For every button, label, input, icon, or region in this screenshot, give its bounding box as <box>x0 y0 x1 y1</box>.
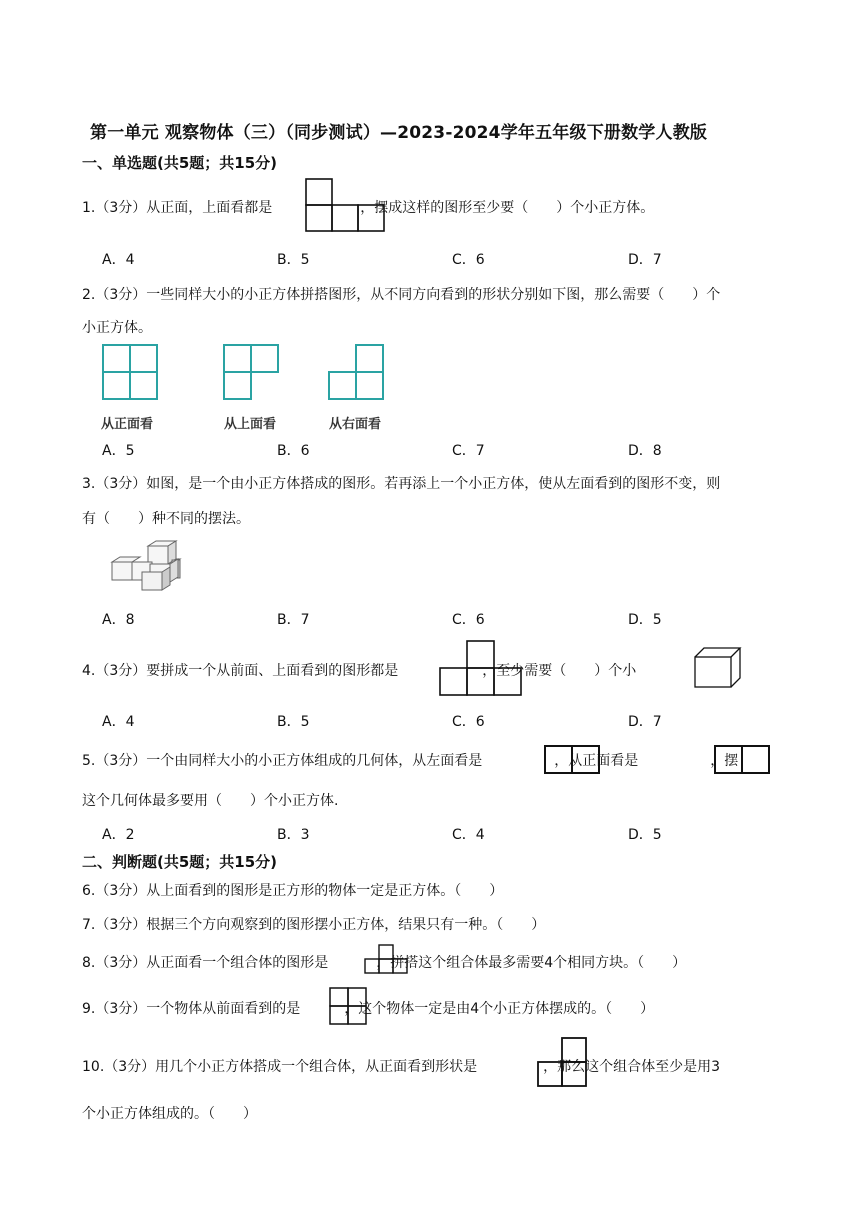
q5-option-b[interactable]: B．3 <box>277 827 310 843</box>
q2-top-view-figure <box>223 344 281 402</box>
question-7-text: 7.（3分）根据三个方向观察到的图形摆小正方体，结果只有一种。（ ） <box>82 917 546 933</box>
question-10-text-line2: 个小正方体组成的。（ ） <box>82 1106 257 1122</box>
q1-option-a[interactable]: A．4 <box>102 252 135 268</box>
q5-option-a[interactable]: A．2 <box>102 827 135 843</box>
q4-option-c[interactable]: C．6 <box>452 714 485 730</box>
q5-left-view-figure <box>544 745 602 775</box>
question-1-text: 1.（3分）从正面，上面看都是 ，摆成这样的图形至少要（ ）个小正方体。 <box>82 200 655 216</box>
question-6-text: 6.（3分）从上面看到的图形是正方形的物体一定是正方体。（ ） <box>82 883 504 899</box>
q5-front-view-figure <box>714 745 772 775</box>
question-8-text: 8.（3分）从正面看一个组合体的图形是 ，拼搭这个组合体最多需要4个相同方块。（ ） <box>82 955 687 971</box>
q2-caption-right: 从右面看 <box>329 417 382 432</box>
question-5-text-line2: 这个几何体最多要用（ ）个小正方体. <box>82 793 339 809</box>
q4-cube-icon <box>694 647 742 689</box>
section-heading-single-choice: 一、单选题(共5题；共15分) <box>82 154 278 172</box>
q5-option-d[interactable]: D．5 <box>628 827 662 843</box>
q3-option-b[interactable]: B．7 <box>277 612 310 628</box>
q2-option-c[interactable]: C．7 <box>452 443 485 459</box>
q4-t-shape-figure <box>439 640 523 696</box>
q10-figure <box>537 1037 589 1089</box>
q1-option-d[interactable]: D．7 <box>628 252 662 268</box>
q2-front-view-figure <box>102 344 160 402</box>
q4-option-d[interactable]: D．7 <box>628 714 662 730</box>
q2-option-d[interactable]: D．8 <box>628 443 662 459</box>
q2-option-a[interactable]: A．5 <box>102 443 135 459</box>
q1-figure <box>305 178 387 234</box>
question-5-text: 5.（3分）一个由同样大小的小正方体组成的几何体，从左面看是 ，从正面看是 ，摆 <box>82 753 739 769</box>
q1-option-b[interactable]: B．5 <box>277 252 310 268</box>
question-10-text: 10.（3分）用几个小正方体搭成一个组合体，从正面看到形状是 ，那么这个组合体至少是用3 <box>82 1059 721 1075</box>
q2-caption-top: 从上面看 <box>224 417 277 432</box>
q4-option-a[interactable]: A．4 <box>102 714 135 730</box>
page-title: 第一单元 观察物体（三）（同步测试）—2023-2024学年五年级下册数学人教版 <box>90 123 708 143</box>
question-2-text-line2: 小正方体。 <box>82 320 152 336</box>
q3-option-d[interactable]: D．5 <box>628 612 662 628</box>
q2-caption-front: 从正面看 <box>101 417 154 432</box>
q3-cube-structure-figure <box>110 540 185 592</box>
question-9-text: 9.（3分）一个物体从前面看到的是 ，这个物体一定是由4个小正方体摆成的。（ ） <box>82 1001 655 1017</box>
q1-option-c[interactable]: C．6 <box>452 252 485 268</box>
q3-option-c[interactable]: C．6 <box>452 612 485 628</box>
q9-figure <box>329 987 371 1027</box>
question-4-text: 4.（3分）要拼成一个从前面、上面看到的图形都是 ，至少需要（ ）个小 <box>82 663 637 679</box>
q4-option-b[interactable]: B．5 <box>277 714 310 730</box>
q2-option-b[interactable]: B．6 <box>277 443 310 459</box>
question-3-text-line2: 有（ ）种不同的摆法。 <box>82 511 250 527</box>
section-heading-true-false: 二、判断题(共5题；共15分) <box>82 853 278 871</box>
question-3-text: 3.（3分）如图，是一个由小正方体搭成的图形。若再添上一个小正方体，使从左面看到的图形不变，则 <box>82 476 721 492</box>
question-2-text: 2.（3分）一些同样大小的小正方体拼搭图形，从不同方向看到的形状分别如下图，那么需要（ ）个 <box>82 287 721 303</box>
q8-figure <box>363 944 411 976</box>
q3-option-a[interactable]: A．8 <box>102 612 135 628</box>
q5-option-c[interactable]: C．4 <box>452 827 485 843</box>
q2-right-view-figure <box>328 344 386 402</box>
